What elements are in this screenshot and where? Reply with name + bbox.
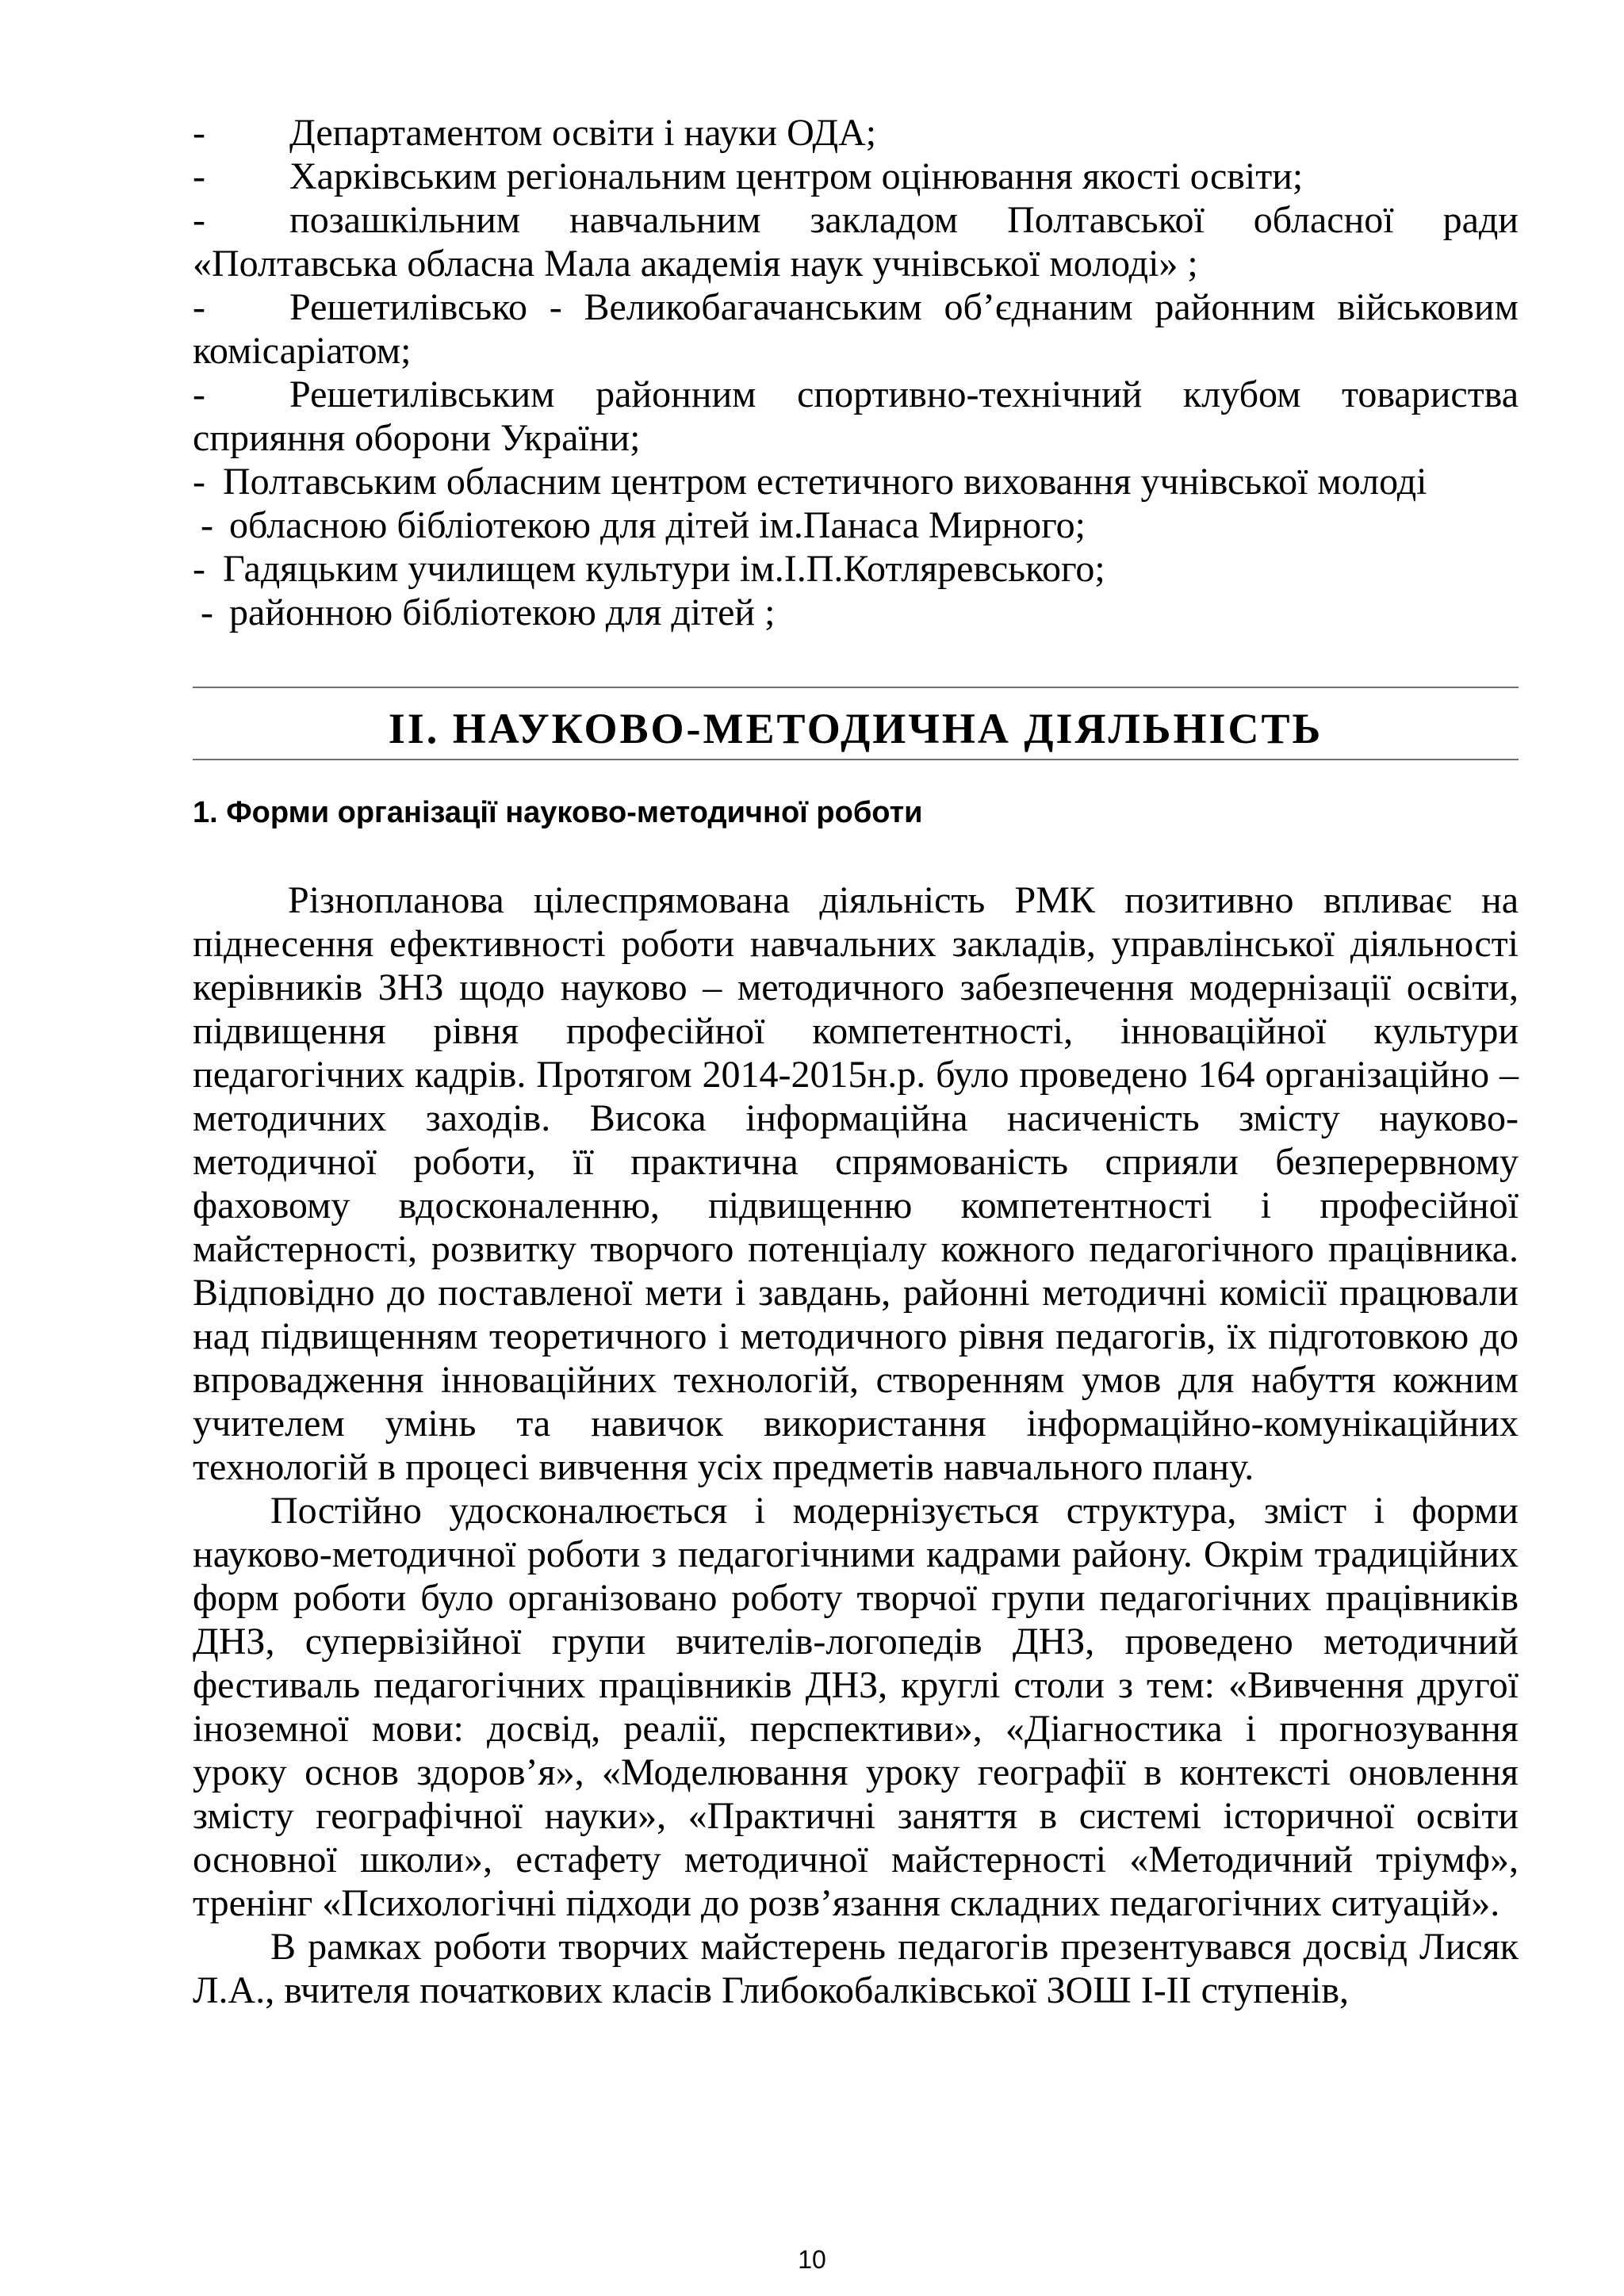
list-item [193,547,1519,591]
list-dash: - [193,548,205,590]
list-item-text: позашкільним навчальним закладом Полтавської обласної ради «Полтавська обласна Мала академія наук учнівської молоді» ; [193,199,1519,285]
list-dash: - [193,461,205,503]
list-item-text: Харківським регіональним центром оцінювання якості освіти; [289,155,1304,197]
list-item-text: Решетилівсько - Великобагачанським об’єднаним районним військовим комісаріатом; [193,286,1519,372]
paragraph: Різнопланова цілеспрямована діяльність РМК позитивно впливає на піднесення ефективності роботи навчальних закладів, управлінської діяльності керівників ЗНЗ щодо науково – методичного забезпечення модернізації освіти, підвищення рівня професійної компетентності, інноваційної культури педагогічних кадрів. Протягом 2014-2015н.р. було проведено 164 організаційно – методичних заходів. Висока інформаційна насиченість змісту науково-методичної роботи, її практична спрямованість сприяли безперервному фаховому вдосконаленню, підвищенню компетентності і професійної майстерності, розвитку творчого потенціалу кожного педагогічного працівника. Відповідно до поставленої мети і завдань, районні методичні комісії працювали над підвищенням теоретичного і методичного рівня педагогів, їх підготовкою до впровадження інноваційних технологій, створенням умов для набуття кожним учителем умінь та навичок використання інформаційно-комунікаційних технологій в процесі вивчення усіх предметів навчального плану. [193,879,1519,1488]
list-item-text: Департаментом освіти і науки ОДА; [289,112,877,154]
list-dash: - [193,286,205,328]
paragraph: Постійно удосконалюється і модернізується структура, зміст і форми науково-методичної роботи з педагогічними кадрами району. Окрім традиційних форм роботи було організовано роботу творчої групи педагогічних працівників ДНЗ, супервізійної групи вчителів-логопедів ДНЗ, проведено методичний фестиваль педагогічних працівників ДНЗ, круглі столи з тем: «Вивчення другої іноземної мови: досвід, реалії, перспективи», «Діагностика і прогнозування уроку основ здоров’я», «Моделювання уроку географії в контексті оновлення змісту географічної науки», «Практичні заняття в системі історичної освіти основної школи», естафету методичної майстерності «Методичний тріумф», тренінг «Психологічні підходи до розв’язання складних педагогічних ситуацій». [193,1490,1519,1924]
list-dash: - [193,155,205,197]
list-item [193,111,1519,155]
list-item [193,285,1519,373]
list-dash: - [193,373,205,415]
body-text [193,878,1519,2012]
list-item-text: районною бібліотекою для дітей ; [229,591,776,633]
list-item-text: Полтавським обласним центром естетичного виховання учнівської молоді [223,461,1427,503]
subheading: 1. Форми організації науково-методичної роботи [193,796,923,829]
list-item [193,373,1519,460]
list-item [193,503,1519,547]
paragraph: В рамках роботи творчих майстерень педагогів презентувався досвід Лисяк Л.А., вчителя початкових класів Глибокобалківської ЗОШ І-ІІ ступенів, [193,1926,1519,2011]
heading-bottom-rule [193,759,1519,760]
list-dash: - [193,199,205,241]
section-title: ІІ. НАУКОВО-МЕТОДИЧНА ДІЯЛЬНІСТЬ [388,705,1323,752]
list-item-text: обласною бібліотекою для дітей ім.Панаса Мирного; [229,504,1086,546]
list-dash: - [201,504,213,546]
organizations-list [193,111,1519,634]
heading-top-rule [193,687,1519,688]
list-item-text: Гадяцьким училищем культури ім.І.П.Котляревського; [223,548,1105,590]
list-item [193,460,1519,503]
list-item [193,591,1519,634]
list-dash: - [201,591,213,633]
list-item [193,155,1519,198]
page-number: 10 [798,2245,826,2274]
list-item-text: Решетилівським районним спортивно-технічний клубом товариства сприяння оборони України; [193,373,1519,459]
list-item [193,198,1519,285]
list-dash: - [193,112,205,154]
